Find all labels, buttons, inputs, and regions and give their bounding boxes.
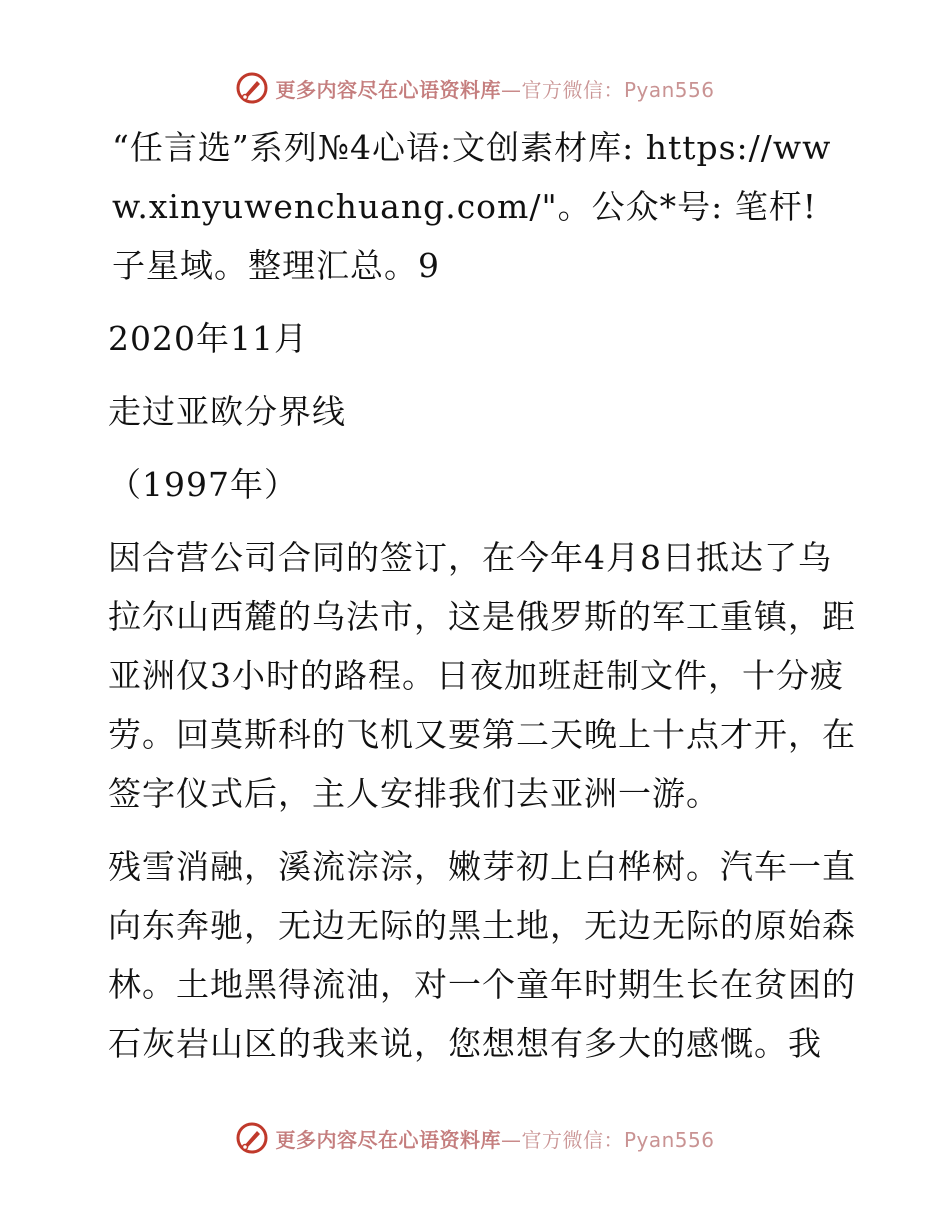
watermark-dash: —	[500, 77, 522, 102]
watermark-text	[275, 1124, 714, 1153]
intro-paragraph: “任言选”系列№4心语:文创素材库: https://www.xinyuwenchuang.com/"。公众*号: 笔杆! 子星域。整理汇总。9	[112, 128, 832, 285]
watermark-main: 更多内容尽在心语资料库	[275, 77, 501, 102]
date-line: 2020年11月	[108, 319, 308, 358]
body-paragraph-1: 因合营公司合同的签订，在今年4月8日抵达了乌拉尔山西麓的乌法市，这是俄罗斯的军工重镇，距亚洲仅3小时的路程。日夜加班赶制文件，十分疲劳。回莫斯科的飞机又要第二天晚上十点才开，在签字仪式后，主人安排我们去亚洲一游。	[108, 538, 856, 813]
body-paragraph-2: 残雪消融，溪流淙淙，嫩芽初上白桦树。汽车一直向东奔驰，无边无际的黑土地，无边无际的原始森林。土地黑得流油，对一个童年时期生长在贫困的石灰岩山区的我来说，您想想有多大的感慨。我	[108, 847, 856, 1063]
document-body	[98, 118, 858, 1073]
header-watermark	[0, 68, 950, 108]
watermark-sub: 官方微信：Pyan556	[521, 1127, 715, 1152]
footer-watermark	[0, 1118, 950, 1158]
pen-logo-icon	[235, 1121, 269, 1155]
year-line: （1997年）	[108, 465, 298, 504]
pen-logo-icon	[235, 71, 269, 105]
watermark-main: 更多内容尽在心语资料库	[275, 1127, 501, 1152]
watermark-text	[275, 74, 714, 103]
document-title: 走过亚欧分界线	[108, 392, 346, 431]
watermark-sub: 官方微信：Pyan556	[521, 77, 715, 102]
watermark-dash: —	[500, 1127, 522, 1152]
